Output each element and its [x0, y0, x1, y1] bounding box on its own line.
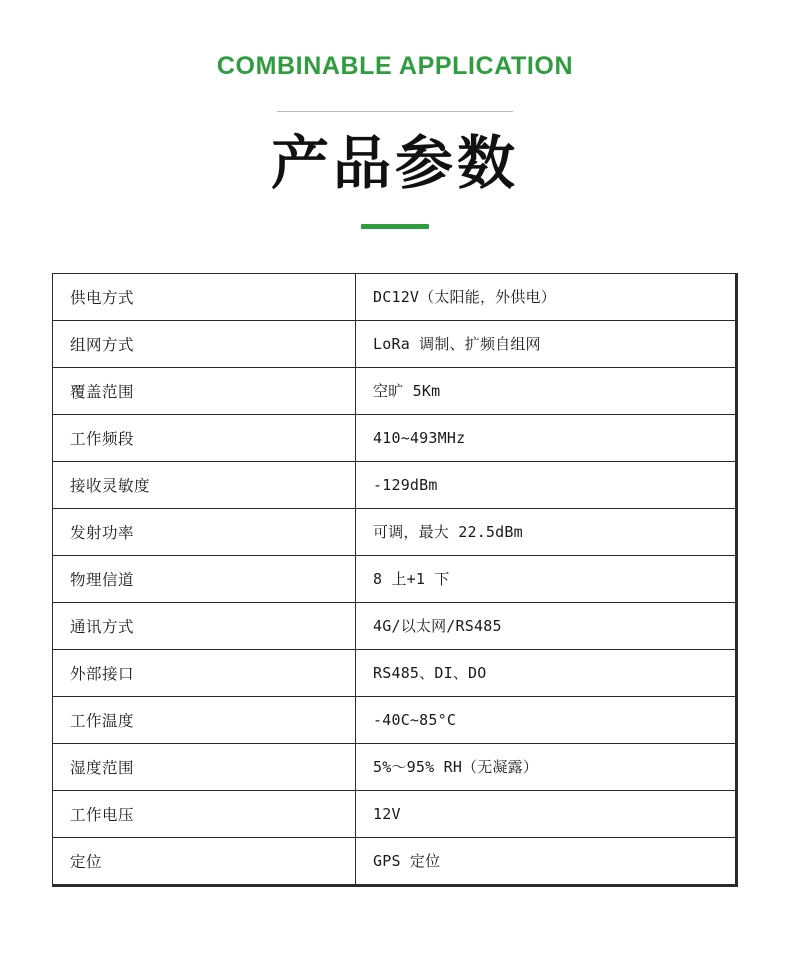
spec-value: -40C~85°C: [356, 696, 737, 743]
spec-key: 湿度范围: [53, 743, 356, 790]
table-row: [53, 649, 737, 696]
spec-key: 工作电压: [53, 790, 356, 837]
spec-key: 覆盖范围: [53, 367, 356, 414]
spec-value: 410~493MHz: [356, 414, 737, 461]
table-row: [53, 696, 737, 743]
table-row: [53, 743, 737, 790]
table-row: [53, 602, 737, 649]
spec-value: GPS 定位: [356, 837, 737, 885]
spec-key: 通讯方式: [53, 602, 356, 649]
spec-key: 工作温度: [53, 696, 356, 743]
table-row: [53, 320, 737, 367]
spec-key: 发射功率: [53, 508, 356, 555]
spec-key: 组网方式: [53, 320, 356, 367]
table-row: [53, 790, 737, 837]
table-row: [53, 461, 737, 508]
spec-table: [52, 273, 738, 887]
spec-value: 8 上+1 下: [356, 555, 737, 602]
spec-value: 可调，最大 22.5dBm: [356, 508, 737, 555]
spec-value: 4G/以太网/RS485: [356, 602, 737, 649]
page-title: 产品参数: [270, 129, 519, 197]
spec-value: DC12V（太阳能，外供电）: [356, 273, 737, 320]
spec-key: 供电方式: [53, 273, 356, 320]
table-row: [53, 837, 737, 885]
spec-key: 工作频段: [53, 414, 356, 461]
spec-key: 接收灵敏度: [53, 461, 356, 508]
spec-value: LoRa 调制、扩频自组网: [356, 320, 737, 367]
spec-key: 外部接口: [53, 649, 356, 696]
page-eyebrow-title: COMBINABLE APPLICATION: [216, 52, 574, 80]
table-row: [53, 508, 737, 555]
spec-key: 物理信道: [53, 555, 356, 602]
table-row: [53, 367, 737, 414]
table-row: [53, 414, 737, 461]
page-header: [0, 0, 790, 229]
spec-key: 定位: [53, 837, 356, 885]
table-row: [53, 555, 737, 602]
spec-table-container: [52, 273, 738, 887]
spec-value: RS485、DI、DO: [356, 649, 737, 696]
table-row: [53, 273, 737, 320]
spec-value: 5%～95% RH（无凝露）: [356, 743, 737, 790]
header-divider: [277, 111, 513, 112]
spec-value: 12V: [356, 790, 737, 837]
title-accent-bar: [361, 224, 429, 229]
spec-value: 空旷 5Km: [356, 367, 737, 414]
spec-table-body: [53, 273, 737, 885]
spec-value: -129dBm: [356, 461, 737, 508]
